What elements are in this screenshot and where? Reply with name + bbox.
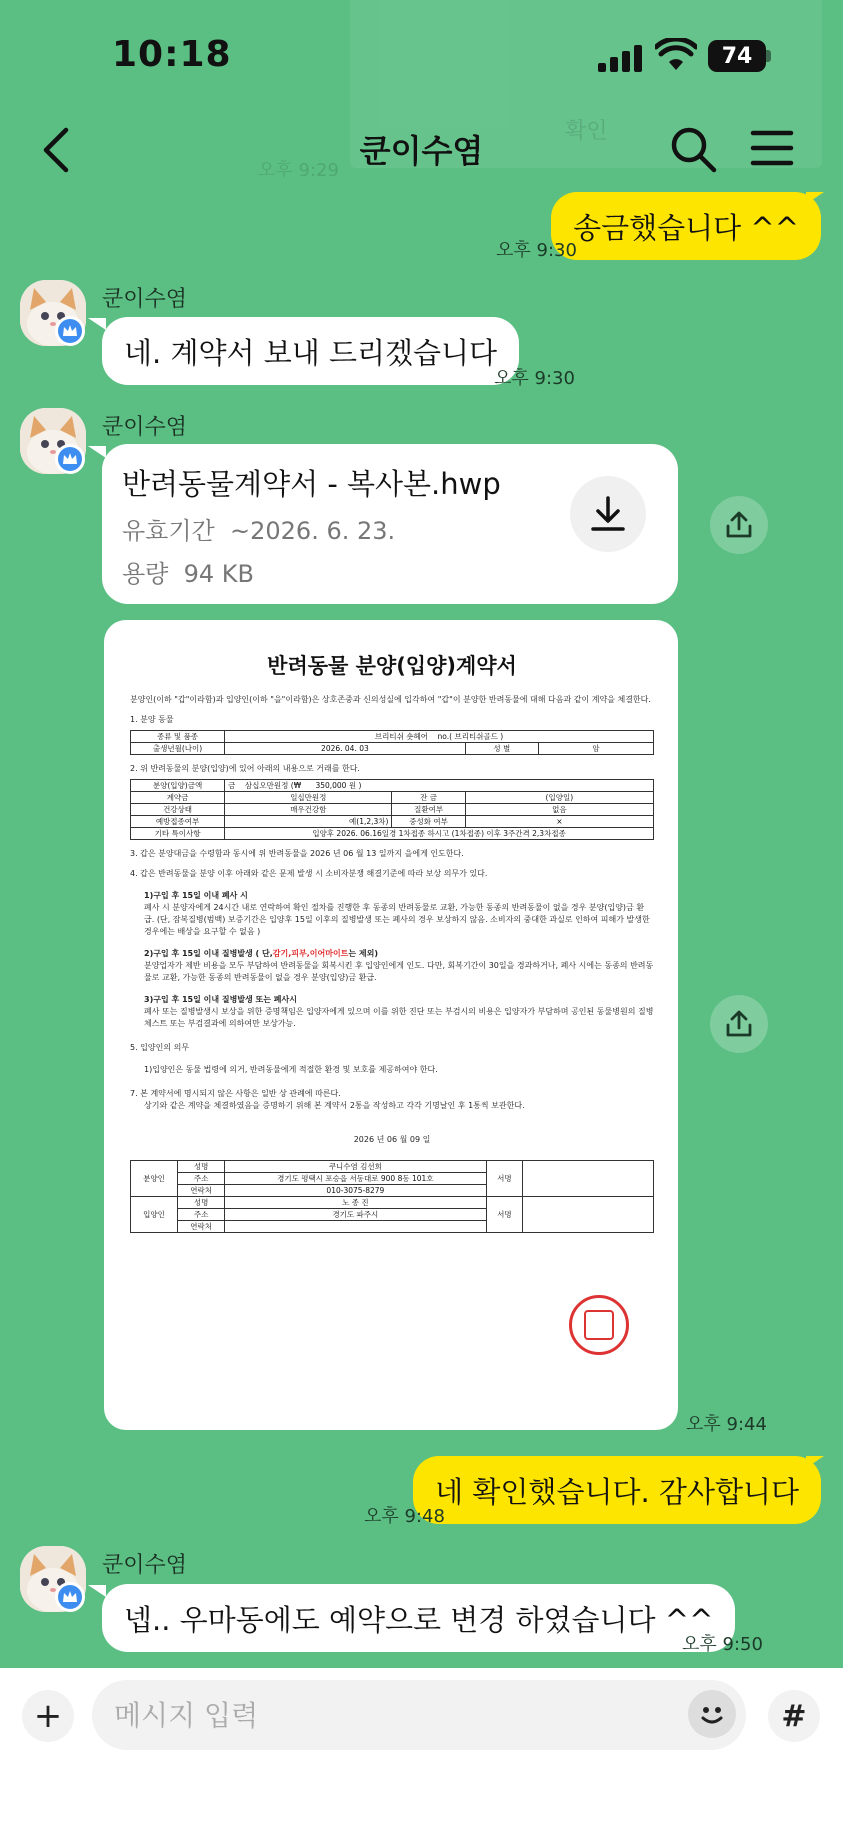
plus-icon: + bbox=[33, 1696, 63, 1736]
cell: 기타 특이사항 bbox=[131, 828, 225, 840]
cell: 350,000 원 ) bbox=[315, 781, 362, 790]
cell: 잔 금 bbox=[392, 792, 465, 804]
bubble-tail bbox=[806, 1456, 824, 1468]
price-table bbox=[130, 779, 654, 840]
cell: 출생년월(나이) bbox=[131, 743, 225, 755]
doc-section-1: 1. 분양 동물 bbox=[130, 715, 174, 724]
doc-clause-4a-title: 1)구입 후 15일 이내 폐사 시 bbox=[144, 891, 248, 900]
battery-icon: 74 bbox=[708, 40, 766, 72]
contract-image[interactable] bbox=[104, 620, 678, 1430]
message-time: 오후 9:30 bbox=[496, 240, 577, 261]
file-expiry bbox=[122, 511, 395, 546]
cell: 입양후 2026. 06.16일경 1차접종 하시고 (1차접종) 이후 3주간격 2,3차접종 bbox=[225, 828, 654, 840]
size-label: 용량 bbox=[122, 560, 169, 588]
search-icon[interactable] bbox=[668, 124, 718, 174]
message-time: 오후 9:50 bbox=[682, 1634, 763, 1655]
cell: 예방접종여부 bbox=[131, 816, 225, 828]
doc-clause-4b: 분양업자가 제반 비용을 모두 부담하여 반려동물을 회복시킨 후 입양인에게 인도. 다만, 회복기간이 30일을 경과하거나, 폐사 시에는 동종의 반려동물로 교환, 가능한 동종의 반려동물이 없을 경우 분양(입양)금 환급. bbox=[144, 961, 654, 982]
bubble-tail bbox=[88, 446, 106, 458]
doc-clause-4b-title bbox=[144, 948, 654, 960]
doc-section-5: 5. 입양인의 의무 bbox=[130, 1043, 190, 1052]
cell: 일십만원정 bbox=[225, 792, 392, 804]
hashtag-icon: # bbox=[781, 1698, 807, 1734]
emoji-icon bbox=[692, 1694, 732, 1734]
cell: no.( 브리티쉬골드 ) bbox=[437, 732, 504, 741]
bubble-tail bbox=[88, 1585, 106, 1597]
crown-badge-icon bbox=[55, 316, 85, 346]
doc-section-3: 3. 갑은 분양대금을 수령함과 동시에 위 반려동물을 2026 년 06 월 13 일까지 을에게 인도한다. bbox=[130, 849, 464, 858]
text-red: 감기,피부,이어마이트 bbox=[272, 949, 349, 958]
message-bubble-received[interactable]: 네. 계약서 보내 드리겠습니다 bbox=[102, 317, 519, 385]
cell: 경기도 평택시 포승읍 서동대로 900 8동 101호 bbox=[225, 1173, 487, 1185]
message-time: 오후 9:30 bbox=[494, 368, 575, 389]
share-button[interactable] bbox=[710, 995, 768, 1053]
battery-nub bbox=[766, 50, 771, 62]
doc-clause-4a: 폐사 시 분양자에게 24시간 내로 연락하여 확인 절차를 진행한 후 동종의 반려동물로 교환, 가능한 동종의 반려동물이 없을 경우 분양(입양)금 환급. (단, 잠복질병(범백) 보증기간은 입양후 15일 이후의 질병발생 또는 폐사의 경우 보상하지 않음. 소비자의 중대한 과실로 인하여 피해가 발생한 경우에는 배상을 요구할 수 없음 ) bbox=[144, 903, 650, 936]
file-name: 반려동물계약서 - 복사본.hwp bbox=[122, 467, 501, 501]
message-bubble-sent[interactable]: 송금했습니다 ^^ bbox=[551, 192, 821, 260]
expiry-label: 유효기간 bbox=[122, 517, 215, 545]
doc-clause-5a: 1)입양인은 동물 법령에 의거, 반려동물에게 적절한 환경 및 보호를 제공하여야 한다. bbox=[144, 1065, 438, 1074]
cell: 예(1,2,3차) bbox=[225, 816, 392, 828]
text: 2)구입 후 15일 이내 질병발생 ( 단, bbox=[144, 949, 273, 958]
signal-icon bbox=[598, 44, 642, 72]
text: 는 제외) bbox=[348, 949, 379, 958]
download-button[interactable] bbox=[570, 476, 646, 552]
doc-title: 반려동물 분양(입양)계약서 bbox=[267, 654, 517, 678]
cell: 연락처 bbox=[178, 1221, 225, 1233]
doc-section-7b: 상기와 같은 계약을 체결하였음을 증명하기 위해 본 계약서 2통을 작성하고 각각 기명날인 후 1통씩 보관한다. bbox=[144, 1101, 525, 1110]
cell: 건강상태 bbox=[131, 804, 225, 816]
file-size bbox=[122, 554, 254, 589]
menu-icon[interactable] bbox=[750, 128, 794, 168]
cell: 브리티쉬 숏헤어 bbox=[374, 732, 428, 741]
message-bubble-sent[interactable]: 네 확인했습니다. 감사합니다 bbox=[413, 1456, 821, 1524]
animal-table bbox=[130, 730, 654, 755]
cell: 주소 bbox=[178, 1173, 225, 1185]
cell: 010-3075-8279 bbox=[225, 1185, 487, 1197]
message-bubble-received[interactable]: 넵.. 우마동에도 예약으로 변경 하였습니다 ^^ bbox=[102, 1584, 735, 1652]
cell: 서명 bbox=[486, 1161, 523, 1197]
plus-button[interactable] bbox=[22, 1690, 74, 1742]
cell: 노 종 진 bbox=[225, 1197, 487, 1209]
emoji-button[interactable] bbox=[688, 1690, 736, 1738]
wifi-icon bbox=[655, 38, 697, 72]
crown-badge-icon bbox=[55, 444, 85, 474]
cell: 질환여부 bbox=[392, 804, 465, 816]
cell: 주소 bbox=[178, 1209, 225, 1221]
share-icon bbox=[724, 510, 754, 540]
doc-intro: 분양인(이하 "갑"이라함)과 입양인(이하 "을"이라함)은 상호존중과 신의성실에 입각하여 "갑"이 분양한 반려동물에 대해 다음과 같이 계약을 체결한다. bbox=[130, 695, 651, 704]
download-icon bbox=[588, 494, 628, 534]
cell: 금 bbox=[228, 781, 236, 790]
size-value: 94 KB bbox=[183, 560, 255, 588]
cell: 분양인 bbox=[131, 1161, 178, 1197]
seal-stamp-icon bbox=[569, 1295, 629, 1355]
chat-title: 쿤이수염 bbox=[359, 132, 484, 170]
share-button[interactable] bbox=[710, 496, 768, 554]
expiry-value: ~2026. 6. 23. bbox=[230, 517, 396, 545]
cell: 경기도 파주시 bbox=[225, 1209, 487, 1221]
share-icon bbox=[724, 1009, 754, 1039]
sender-name: 쿤이수염 bbox=[102, 287, 188, 312]
doc-clause-4c-title: 3)구입 후 15일 이내 질병발생 또는 폐사시 bbox=[144, 995, 297, 1004]
cell: 쿠니수염 김선희 bbox=[225, 1161, 487, 1173]
sender-name: 쿤이수염 bbox=[102, 415, 188, 440]
bubble-tail bbox=[806, 192, 824, 204]
cell: × bbox=[465, 816, 653, 828]
cell: 입양인 bbox=[131, 1197, 178, 1233]
bubble-tail bbox=[88, 318, 106, 330]
cell: 계약금 bbox=[131, 792, 225, 804]
cell: 서명 bbox=[486, 1197, 523, 1233]
doc-section-7: 7. 본 계약서에 명시되지 않은 사항은 일반 상 관례에 따른다. bbox=[130, 1089, 341, 1098]
message-time: 오후 9:48 bbox=[364, 1506, 445, 1527]
cell: 성명 bbox=[178, 1197, 225, 1209]
sender-name: 쿤이수염 bbox=[102, 1553, 188, 1578]
cell: 연락처 bbox=[178, 1185, 225, 1197]
cell: 종류 및 품종 bbox=[131, 731, 225, 743]
cell: 성 별 bbox=[465, 743, 538, 755]
doc-section-4: 4. 갑은 반려동물을 분양 이후 아래와 같은 문제 발생 시 소비자분쟁 해결기준에 따라 보상 의무가 있다. bbox=[130, 869, 488, 878]
cell: (입양일) bbox=[465, 792, 653, 804]
cell: 매우건강함 bbox=[225, 804, 392, 816]
cell: 분양(입양)금액 bbox=[131, 780, 225, 792]
doc-clause-4c: 폐사 또는 질병발생시 보상을 위한 증명책임은 입양자에게 있으며 이를 위한 진단 또는 부검시의 비용은 입양자가 부담하며 공인된 동물병원의 질병체스트 또는 부검결과에 의하여만 보상가능. bbox=[144, 1007, 654, 1028]
message-time: 오후 9:44 bbox=[686, 1414, 767, 1435]
cell: 없음 bbox=[465, 804, 653, 816]
status-time: 10:18 bbox=[112, 34, 232, 75]
doc-section-2: 2. 위 반려동물의 분양(입양)에 있어 아래의 내용으로 거래를 한다. bbox=[130, 764, 360, 773]
doc-date: 2026 년 06 월 09 일 bbox=[353, 1135, 431, 1144]
crown-badge-icon bbox=[55, 1582, 85, 1612]
ghost-text: 확인 bbox=[565, 119, 608, 144]
cell: 중성화 여부 bbox=[392, 816, 465, 828]
cell: 암 bbox=[538, 743, 653, 755]
cell: 성명 bbox=[178, 1161, 225, 1173]
ghost-time: 오후 9:29 bbox=[258, 160, 339, 181]
hashtag-button[interactable] bbox=[768, 1690, 820, 1742]
signature-table bbox=[130, 1160, 654, 1233]
cell: 삼십오만원정 (₩ bbox=[244, 781, 302, 790]
message-input[interactable] bbox=[92, 1680, 746, 1750]
cell: 2026. 04. 03 bbox=[225, 743, 466, 755]
